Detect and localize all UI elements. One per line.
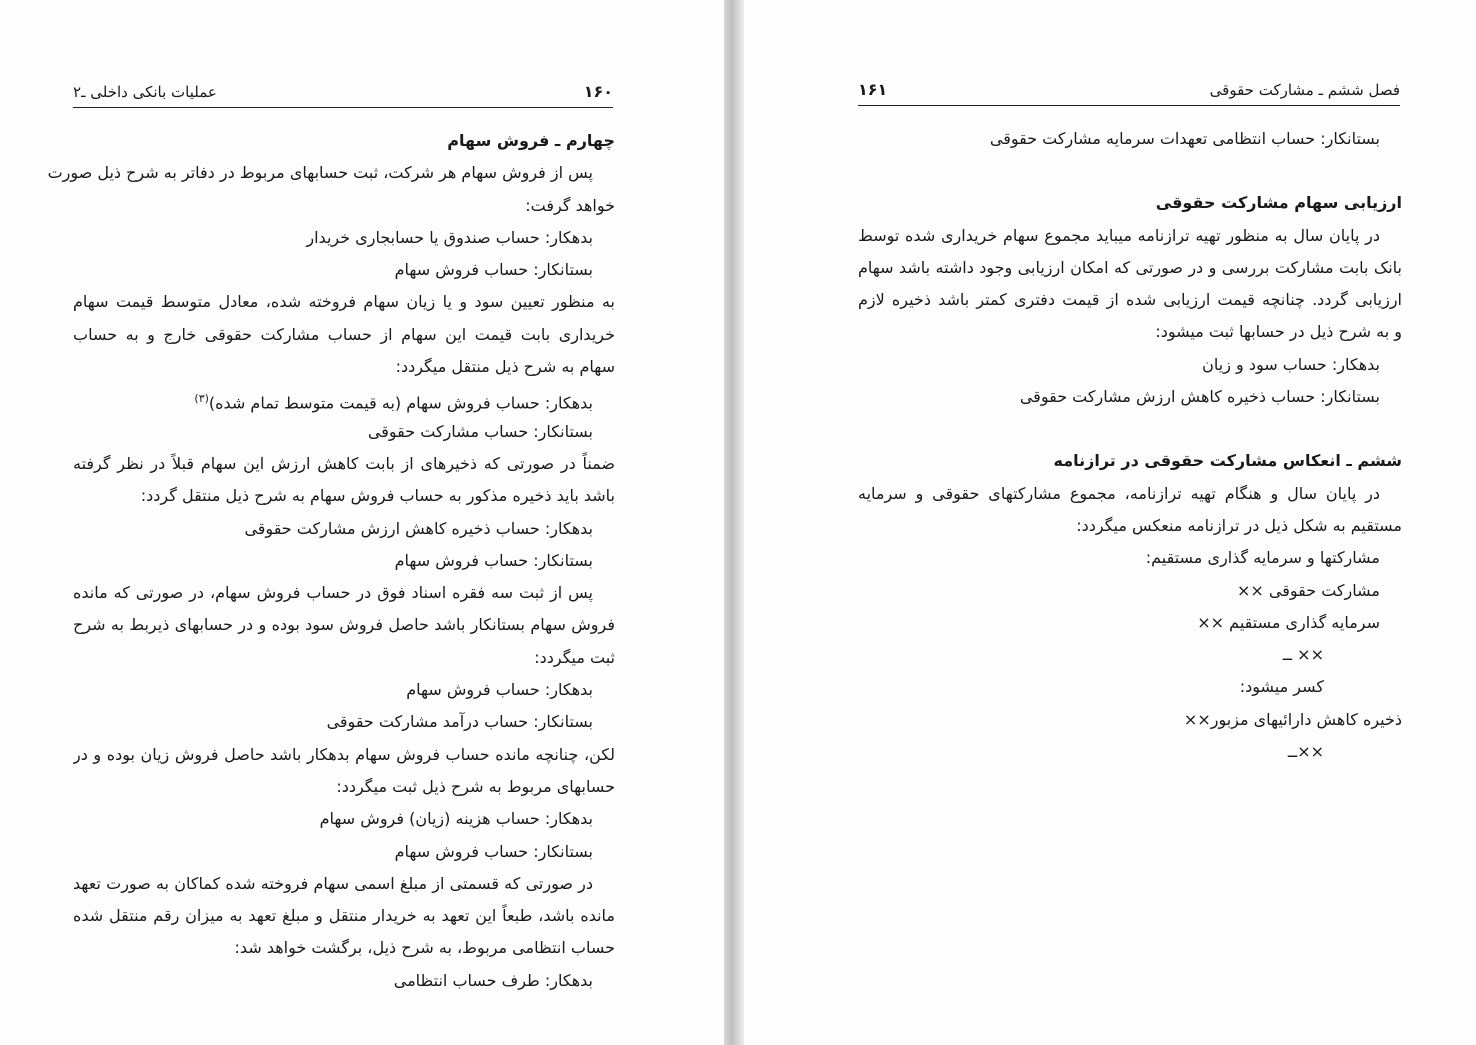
- text-line: در صورتی که قسمتی از مبلغ اسمی سهام فروخته شده کماکان به صورت تعهد: [73, 873, 593, 893]
- section-heading: ششم ـ انعکاس مشارکت حقوقی در ترازنامه: [1053, 451, 1402, 471]
- journal-entry-line: مشارکت حقوقی ××: [1237, 580, 1380, 600]
- section-heading: چهارم ـ فروش سهام: [447, 131, 615, 150]
- journal-entry-line: بستانکار: حساب فروش سهام: [394, 841, 593, 861]
- footnote-marker: (۳): [194, 392, 209, 406]
- text-line: خواهد گرفت:: [525, 195, 615, 215]
- journal-entry-line: بدهکار: حساب ذخیره کاهش ارزش مشارکت حقوقی: [244, 518, 593, 538]
- paragraph-gap: [858, 155, 1402, 187]
- text-line: باشد باید ذخیره مذکور به حساب فروش سهام به شرح ذیل منتقل گردد:: [140, 486, 615, 506]
- left-running-title: عملیات بانکی داخلی ـ۲: [73, 83, 217, 101]
- text-line: لکن، چنانچه مانده حساب فروش سهام بدهکار باشد حاصل فروش زیان بوده و در: [73, 744, 615, 764]
- left-page-header: [73, 82, 613, 108]
- text-line: ارزیابی گردد. چنانچه قیمت ارزیابی شده از قیمت دفتری کمتر باشد ذخیره لازم: [858, 290, 1402, 310]
- text-line: در پایان سال به منظور تهیه ترازنامه میباید مجموع سهام خریداری شده توسط: [858, 225, 1380, 245]
- journal-entry-line: بستانکار: حساب انتظامی تعهدات سرمایه مشارکت حقوقی: [989, 129, 1380, 148]
- journal-entry-line: مشارکتها و سرمایه گذاری مستقیم:: [1145, 548, 1380, 568]
- text-line: ضمناً در صورتی که ذخیرهای از بابت کاهش ارزش این سهام قبلاً در نظر گرفته: [73, 453, 615, 473]
- journal-entry-line: بستانکار: حساب مشارکت حقوقی: [367, 421, 593, 441]
- right-running-title: فصل ششم ـ مشارکت حقوقی: [1209, 81, 1400, 99]
- text-line: پس از ثبت سه فقره اسناد فوق در حساب فروش سهام، در صورتی که مانده: [73, 583, 593, 603]
- text-line: مستقیم به شکل ذیل در ترازنامه منعکس میگردد:: [1076, 515, 1402, 535]
- text-line: خریداری بابت قیمت این سهام از حساب مشارکت حقوقی خارج و به حساب: [73, 324, 615, 344]
- journal-entry-line: ×× ــ: [1282, 645, 1324, 665]
- text-line: ذخیره کاهش دارائیهای مزبور××: [1183, 709, 1402, 729]
- right-page-header: [858, 80, 1400, 106]
- journal-entry-line: بستانکار: حساب درآمد مشارکت حقوقی: [326, 712, 593, 732]
- journal-entry-line: کسر میشود:: [1239, 677, 1324, 697]
- paragraph-gap: [858, 413, 1402, 445]
- journal-entry-line: بستانکار: حساب فروش سهام: [394, 550, 593, 570]
- journal-entry-line: ××ــ: [1287, 742, 1324, 762]
- text-line: حساب انتظامی مربوط، به شرح ذیل، برگشت خواهد شد:: [234, 938, 615, 958]
- right-page-body: [858, 123, 1402, 768]
- text-line: در پایان سال و هنگام تهیه ترازنامه، مجموع مشارکتهای حقوقی و سرمایه: [858, 483, 1380, 503]
- journal-entry-line: بدهکار: حساب صندوق یا حسابجاری خریدار: [306, 227, 593, 247]
- text-line: سهام به شرح ذیل منتقل میگردد:: [395, 357, 615, 377]
- text-line: فروش سهام بستانکار باشد حاصل فروش سود بوده و در حسابهای ذیربط به شرح: [73, 615, 615, 635]
- text-line: مانده باشد، طبعاً این تعهد به خریدار منتقل و مبلغ تعهد به میزان رقم منتقل شده: [73, 906, 615, 926]
- right-page-number: ۱۶۱: [858, 80, 888, 99]
- journal-entry-line: بدهکار: حساب سود و زیان: [1202, 354, 1380, 374]
- journal-entry-line: بدهکار: حساب فروش سهام: [406, 680, 593, 700]
- left-page: [0, 0, 724, 1045]
- text-line: ثبت میگردد:: [534, 647, 615, 667]
- journal-entry-line: سرمایه گذاری مستقیم ××: [1197, 612, 1380, 632]
- text-line: به منظور تعیین سود و یا زیان سهام فروخته شده، معادل متوسط قیمت سهام: [73, 292, 615, 312]
- text-line: پس از فروش سهام هر شرکت، ثبت حسابهای مربوط در دفاتر به شرح ذیل صورت: [47, 163, 593, 183]
- journal-entry-line: بدهکار: حساب فروش سهام (به قیمت متوسط تمام شده)$^{(۳)}$: [194, 392, 593, 413]
- journal-entry-line: بدهکار: حساب هزینه (زیان) فروش سهام: [319, 809, 593, 829]
- journal-entry-line: بستانکار: حساب فروش سهام: [394, 260, 593, 280]
- journal-entry-line: بدهکار: طرف حساب انتظامی: [393, 970, 593, 990]
- text-line: بانک بابت مشارکت بررسی و در صورتی که امکان ارزیابی وجود داشته باشد سهام: [858, 257, 1402, 277]
- journal-entry-line: بستانکار: حساب ذخیره کاهش ارزش مشارکت حقوقی: [1019, 387, 1380, 407]
- text-line: و به شرح ذیل در حسابها ثبت میشود:: [1155, 322, 1402, 342]
- left-page-number: ۱۶۰: [583, 82, 613, 101]
- section-heading: ارزیابی سهام مشارکت حقوقی: [1155, 193, 1402, 213]
- book-gutter: [724, 0, 744, 1045]
- left-page-body: [47, 125, 615, 997]
- right-page: [744, 0, 1476, 1045]
- text-line: حسابهای مربوط به شرح ذیل ثبت میگردد:: [336, 776, 615, 796]
